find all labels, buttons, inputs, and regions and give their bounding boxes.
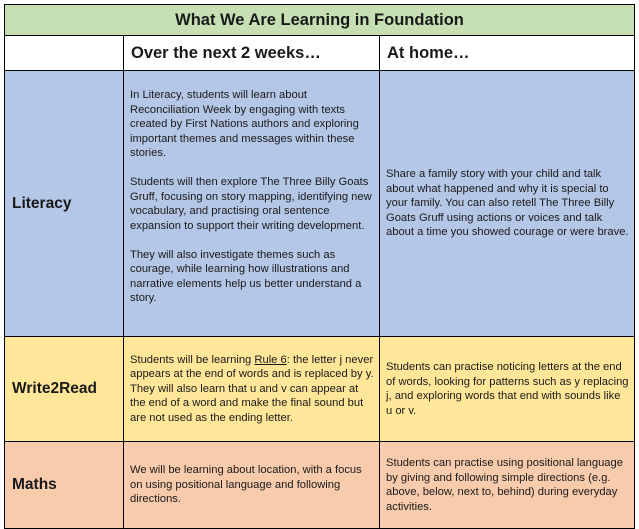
literacy-learning <box>124 71 380 337</box>
header-blank <box>5 36 124 71</box>
maths-label: Maths <box>5 442 124 529</box>
maths-home: Students can practise using positional language by giving and following simple directions (e.g. above, below, next to, behind) during everyday activities. <box>380 442 635 529</box>
write2read-learning-intro: Students will be learning <box>130 353 255 366</box>
literacy-learning-para-2: Students will then explore The Three Billy Goats Gruff, focusing on story mapping, identifying new vocabulary, and practising oral sentence expansion to support their writing development. <box>130 176 372 232</box>
rule-6-text: Rule 6 <box>254 353 287 366</box>
maths-learning: We will be learning about location, with a focus on using positional language and following directions. <box>124 442 380 529</box>
literacy-row <box>5 71 635 337</box>
write2read-row <box>5 337 635 442</box>
header-next-2-weeks: Over the next 2 weeks… <box>124 36 380 71</box>
write2read-label: Write2Read <box>5 337 124 442</box>
page-title: What We Are Learning in Foundation <box>5 5 635 36</box>
header-at-home: At home… <box>380 36 635 71</box>
literacy-label: Literacy <box>5 71 124 337</box>
literacy-learning-para-1: In Literacy, students will learn about Reconciliation Week by engaging with texts created by First Nations authors and exploring important themes and messages within these stories. <box>130 89 359 159</box>
write2read-learning <box>124 337 380 442</box>
literacy-learning-para-3: They will also investigate themes such as courage, while learning how illustrations and narrative elements help us better understand a story. <box>130 248 362 304</box>
learning-table <box>4 4 635 529</box>
write2read-learning-rest: : the letter j never appears at the end of words and is replaced by y. They will also learn that u and v can appear at the end of a word and make the final sound but are not used as the ending letter. <box>130 353 374 424</box>
write2read-home: Students can practise noticing letters at the end of words, looking for patterns such as y replacing j, and exploring words that end with sounds like u or v. <box>380 337 635 442</box>
maths-row <box>5 442 635 529</box>
header-row <box>5 36 635 71</box>
literacy-home: Share a family story with your child and talk about what happened and why it is special to your family. You can also retell The Three Billy Goats Gruff using actions or voices and talk about a time you showed courage or were brave. <box>380 71 635 337</box>
